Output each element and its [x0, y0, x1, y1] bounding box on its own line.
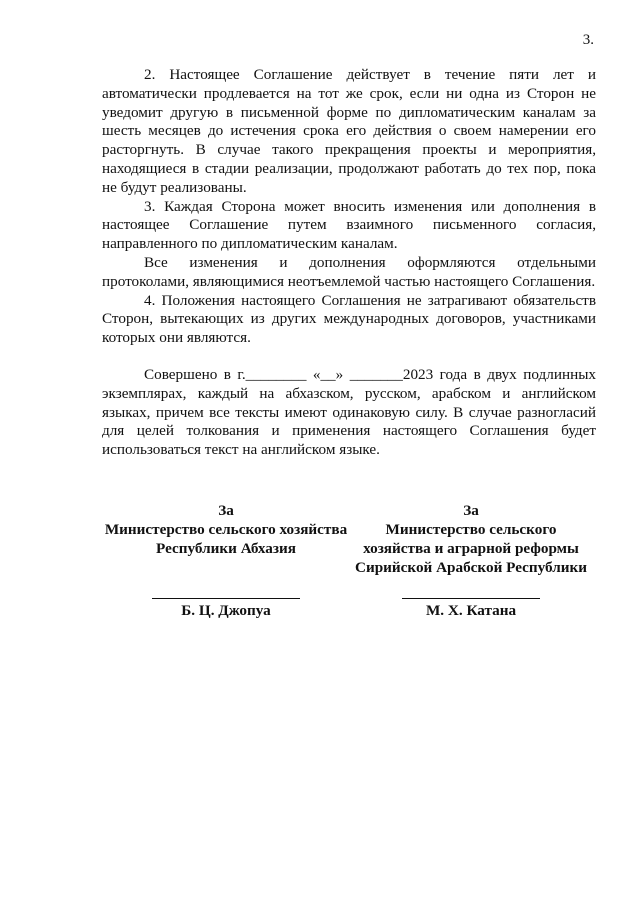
paragraph-amendments: 3. Каждая Сторона может вносить изменения или дополнения в настоящее Соглашение путем взаимного письменного согласия, направленного по дипломатическим каналам.: [102, 197, 596, 253]
page-number: 3.: [582, 32, 594, 48]
signatory-name: М. Х. Катана: [425, 602, 517, 619]
ministry-name-line: Министерство сельского: [385, 521, 557, 538]
paragraph-protocols: Все изменения и дополнения оформляются отдельными протоколами, являющимися неотъемлемой частью настоящего Соглашения.: [102, 253, 596, 290]
signature-line: [152, 598, 300, 599]
signatory-name: Б. Ц. Джопуа: [181, 602, 271, 619]
ministry-name-line: Республики Абхазия: [156, 540, 296, 557]
signature-block-abkhazia: [96, 501, 356, 620]
ministry-name-line: хозяйства и аграрной реформы: [363, 540, 579, 557]
agreement-body: [102, 66, 596, 460]
ministry-name-line: Министерство сельского хозяйства: [104, 521, 348, 538]
spacer: [102, 348, 596, 366]
signature-for-label: За: [463, 502, 479, 519]
ministry-name-line: Сирийской Арабской Республики: [354, 559, 587, 576]
paragraph-term: 2. Настоящее Соглашение действует в течение пяти лет и автоматически продлевается на тот же срок, если ни одна из Сторон не уведомит другую в письменной форме по дипломатическим каналам за шесть месяцев до истечения срока его действия о своем намерении его расторгнуть. В случае такого прекращения проекты и мероприятия, находящиеся в стадии реализации, продолжают работать до тех пор, пока не будут реализованы.: [102, 66, 596, 196]
signature-for-label: За: [218, 502, 234, 519]
signature-line: [402, 598, 540, 599]
paragraph-done-at: Совершено в г.________ «__» _______2023 года в двух подлинных экземплярах, каждый на абхазском, русском, арабском и английском языках, причем все тексты имеют одинаковую силу. В случае разногласий для целей толкования и применения настоящего Соглашения будет использоваться текст на английском языке.: [102, 365, 596, 459]
paragraph-obligations: 4. Положения настоящего Соглашения не затрагивают обязательств Сторон, вытекающих из других международных договоров, участниками которых они являются.: [102, 291, 596, 347]
signature-block-syria: [346, 501, 596, 620]
